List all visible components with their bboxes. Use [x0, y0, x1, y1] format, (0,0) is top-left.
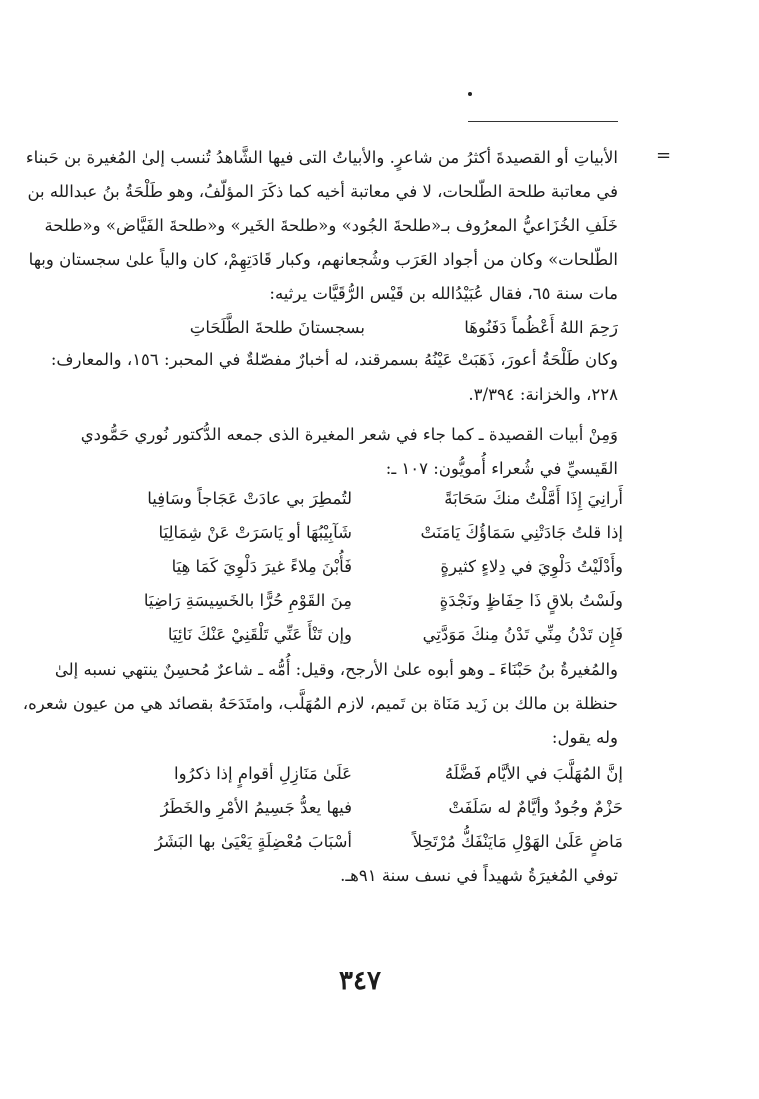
footnote-line: مات سنة ٦٥، فقال عُبَيْدُالله بن قَيْس الرُّقَيَّات يرثيه:: [269, 284, 618, 303]
footnote-line: الأبياتِ أو القصيدةَ أكثرُ من شاعرٍ. والأبياتُ التى فيها الشَّاهدُ تُنسب إلىٰ المُغيرة بن حَبناء: [25, 148, 618, 167]
poem-second-hemistich: شَآبِيْبُهَا أو يَاسَرَتْ عَنْ شِمَالِيَا: [158, 523, 352, 542]
poem-first-hemistich: إنَّ المُهَلَّبَ في الأيَّام فَضَّلَهُ: [444, 764, 623, 783]
footnote-separator: [468, 121, 618, 122]
poem-first-hemistich: فَإِن تَدْنُ مِنِّي تَدْنُ مِنكَ مَوَدَّتِي: [422, 625, 623, 644]
footnote-line: الطّلحات» وكان من أجواد العَرَب وشُجعانهم، وكبار قَادَتِهِمْ، كان والياً علىٰ سجستان وبها: [28, 250, 618, 269]
footnote-line: وكان طَلْحَةُ أعورَ، ذَهَبَتْ عَيْنُهُ بسمرقند، له أخبارٌ مفصّلةٌ في المحبر: ١٥٦، والمعارف:: [50, 350, 618, 369]
continuation-marker: =: [656, 145, 672, 166]
footnote-line: ٢٢٨، والخزانة: ٣/٣٩٤.: [468, 385, 618, 404]
poem-second-hemistich: عَلَىٰ مَنَازِلِ أقوامٍ إذا ذكرُوا: [173, 764, 352, 783]
poem-first-hemistich: مَاضٍ عَلَىٰ الهَوْلِ مَايَنْفَكُّ مُرْتَحِلاً: [412, 832, 623, 851]
footnote-line: والمُغيرةُ بنُ حَبْنَاءَ ـ وهو أبوه علىٰ الأرجح، وقيل: أُمُّه ـ شاعرٌ مُحسِنٌ ينتهي نسبه إلىٰ: [54, 660, 618, 679]
footnote-line: خَلَفِ الخُزَاعيُّ المعرُوف بـ«طلحةَ الجُود» و«طلحةَ الخَير» و«طلحةَ الفَيَّاض» و«طلحة: [44, 216, 618, 235]
poem-first-hemistich: أَرانِيَ إِذَا أَمَّلْتُ منكَ سَحَابَةً: [444, 489, 623, 508]
poem-second-hemistich: وإن تَنْأَ عَنِّي تَلْقَنِيْ عَنْكَ نَائِيَا: [167, 625, 352, 644]
top-dot: [468, 92, 472, 96]
poem-second-hemistich: لتُمطِرَ بي عادَتْ عَجَاجاً وسَافِيا: [147, 489, 352, 508]
footnote-line: وله يقول:: [551, 728, 618, 747]
poem-first-hemistich: وأَدْلَيْتُ دَلْوِيَ في دِلاءٍ كثيرةٍ: [440, 557, 623, 576]
poem-second-hemistich: أسْبَابَ مُعْضِلَةٍ يَعْيَىٰ بها البَشَرُ: [154, 832, 352, 851]
page-number: ٣٤٧: [339, 966, 381, 996]
poem-second-hemistich: مِنَ القَوْمِ حُرًّا بالخَسِيسَةِ رَاضِيَا: [143, 591, 352, 610]
footnote-line: حنظلة بن مالك بن زَيد مَنَاة بن تَميم، لازم المُهَلَّب، وامتَدَحَهُ بقصائد هي من عيون شعره،: [22, 694, 618, 713]
verse-second-hemistich: بسجستانَ طلحةَ الطَّلَحَاتِ: [189, 318, 365, 337]
poem-second-hemistich: فَأُبْنَ مِلاءً غيرَ دَلْوِيَ كَمَا هِيَا: [171, 557, 352, 576]
footnote-line: في معاتبة طلحة الطّلحات، لا في معاتبة أخيه كما ذكَرَ المؤلّفُ، وهو طَلْحَةُ بنُ عبدالله بن: [27, 182, 618, 201]
poem-first-hemistich: حَزْمٌ وجُودٌ وأيَّامٌ له سَلَفَتْ: [448, 798, 623, 817]
footnote-line: وَمِنْ أبيات القصيدة ـ كما جاء في شعر المغيرة الذى جمعه الدُّكتور نُوري حَمُّودي: [80, 425, 618, 444]
footnote-line: القَيسيِّ في شُعراء أُمويُّون: ١٠٧ ـ:: [385, 459, 618, 478]
poem-second-hemistich: فيها يعدُّ جَسِيمُ الأمْرِ والخَطَرُ: [160, 798, 352, 817]
poem-first-hemistich: إذا قلتُ جَادَتْنِي سَمَاؤُكَ يَامَنَتْ: [420, 523, 623, 542]
poem-first-hemistich: ولَسْتُ بلاقٍ ذَا حِفَاظٍ ونَجْدَةٍ: [439, 591, 623, 610]
footnote-line: توفي المُغيرَةُ شهيداً في نسف سنة ٩١هـ.: [340, 866, 618, 885]
verse-first-hemistich: رَحِمَ اللهُ أَعْظُماً دَفَنُوهَا: [464, 318, 618, 337]
